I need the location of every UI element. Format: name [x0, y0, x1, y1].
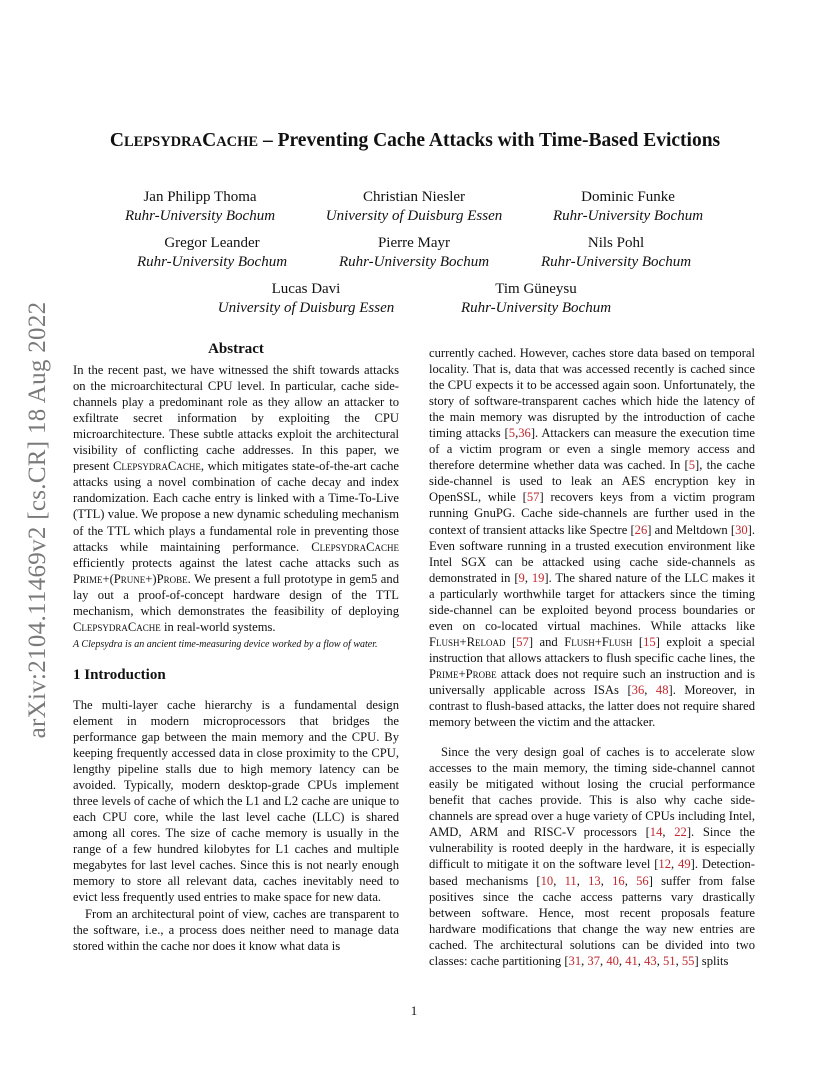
page-number: 1 — [410, 1003, 418, 1018]
arxiv-sidebar — [20, 280, 56, 760]
author-block — [294, 188, 534, 226]
abstract-heading: Abstract — [208, 341, 264, 357]
author-affiliation: University of Duisburg Essen — [325, 208, 503, 224]
title-ache: ACHE — [216, 134, 259, 150]
author-name: Pierre Mayr — [377, 235, 451, 251]
right-column — [429, 345, 755, 969]
author-affiliation: Ruhr-University Bochum — [540, 254, 692, 270]
citation-link[interactable]: 26 — [634, 522, 648, 537]
citation-link[interactable]: 49 — [678, 857, 691, 872]
author-affiliation: University of Duisburg Essen — [217, 300, 395, 316]
author-affiliation: Ruhr-University Bochum — [136, 254, 288, 270]
title-c: C — [109, 130, 124, 151]
citation-link[interactable]: 37 — [587, 953, 601, 968]
citation-link[interactable]: 22 — [674, 825, 687, 840]
left-column — [73, 341, 399, 954]
author-name: Lucas Davi — [271, 281, 341, 297]
citation-link[interactable]: 11 — [564, 873, 577, 888]
author-affiliation: Ruhr-University Bochum — [460, 300, 612, 316]
author-affiliation: Ruhr-University Bochum — [552, 208, 704, 224]
citation-link[interactable]: 41 — [625, 953, 638, 968]
intro-paragraph: The multi-layer cache hierarchy is a fundamental design element in modern microprocessors that bridges the performance gap between the main memory and the CPU. By keeping frequently accessed data in close proximity to the CPU, lengthy pipeline stalls due to high memory latency can be avoided. Typically, modern desktop-grade CPUs implement three levels of cache of which the L1 and L2 cache are unique to each CPU core, while the last level cache (LLC) is shared among all cores. The size of cache memory is usually in the range of a few hundred kilobytes for L1 caches and multiple megabytes for last level caches. Since this is not nearly enough memory to store all relevant data, caches inevitably need to evict less frequently used entries to make space for new data. — [73, 697, 399, 905]
intro-paragraph: From an architectural point of view, caches are transparent to the software, i.e., a process does neither need to manage data stored within the cache nor does it know what data is — [73, 906, 399, 953]
author-name: Jan Philipp Thoma — [143, 189, 257, 205]
citation-link[interactable]: 55 — [681, 953, 695, 968]
abstract-text: In the recent past, we have witnessed the shift towards attacks on the microarchitectural CPU level. In particular, cache side-channels play a predominant role as they allow an attacker to exfiltrate secret information by exploiting the CPU microarchitecture. These subtle attacks exploit the architectural visibility of conflicting cache addresses. In this paper, we present ClepsydraCache, which mitigates state-of-the-art cache attacks using a novel combination of cache decay and index randomization. Each cache entry is linked with a Time-To-Live (TTL) value. We propose a new dynamic scheduling mechanism of the TTL which plays a fundamental role in preventing those attacks while maintaining performance. ClepsydraCache efficiently protects against the latest cache attacks such as Prime+(Prune+)Probe. We present a full prototype in gem5 and lay out a proof-of-concept hardware design of the TTL mechanism, which demonstrates the feasibility of deploying ClepsydraCache in real-world systems. — [73, 363, 399, 634]
citation-link[interactable]: 9 — [518, 570, 525, 585]
author-name: Nils Pohl — [587, 235, 645, 251]
citation-link[interactable]: 15 — [643, 634, 656, 649]
citation-link[interactable]: 51 — [662, 953, 676, 968]
arxiv-identifier: arXiv:2104.11469v2 [cs.CR] 18 Aug 2022 — [24, 301, 51, 739]
citation-link[interactable]: 36 — [518, 426, 531, 441]
author-name: Christian Niesler — [362, 189, 466, 205]
citation-link[interactable]: 19 — [531, 570, 545, 585]
body-paragraph: currently cached. However, caches store data based on temporal locality. That is, data that was accessed recently is cached since the CPU expects it to be accessed again soon. Unfortunately, the story of software-transparent caches which hide the latency of the main memory was disrupted by the introduction of cache timing attacks [5,36]. Attackers can measure the execution time of a victim program or even a single memory access and therefore determine whether data was cached. In [5], the cache side-channel is used to leak an AES encryption key in OpenSSL, while [57] recovers keys from a victim program running GnuPG. Cache side-channels are further used in the context of transient attacks like Spectre [26] and Meltdown [30]. Even software running in a trusted execution environment like Intel SGX can be attacked using cache side-channels as demonstrated in [9, 19]. The shared nature of the LLC makes it a particularly worthwhile target for attackers since the timing side-channel can be exploited beyond process boundaries or even on co-located virtual machines. While attacks like Flush+Reload [57] and Flush+Flush [15] exploit a special instruction that allows attackers to flush specific cache lines, the Prime+Probe attack does not require such an instruction and is universally applicable across ISAs [36, 48]. Moreover, in contrast to flush-based attacks, the latter does not require shared memory between the victim and the attacker. — [429, 346, 756, 730]
body-paragraph: Since the very design goal of caches is to accelerate slow accesses to the main memory, the timing side-channel cannot easily be mitigated without losing the crucial performance benefit that caches provide. This is also why cache side-channels are spread over a huge variety of CPUs including Intel, AMD, ARM and RISC-V processors [14, 22]. Since the vulnerability is rooted deeply in the hardware, it is especially difficult to mitigate it on the software level [12, 49]. Detection-based mechanisms [10, 11, 13, 16, 56] suffer from false positives since the cache access patterns vary drastically between software. Hence, most recent proposals feature hardware modifications that change the way new entries are cached. The architectural solutions can be divided into two classes: cache partitioning [31, 37, 40, 41, 43, 51, 55] splits — [429, 745, 756, 968]
citation-link[interactable]: 5 — [688, 458, 696, 473]
citation-link[interactable]: 56 — [636, 873, 649, 888]
citation-link[interactable]: 13 — [588, 873, 601, 888]
citation-link[interactable]: 43 — [644, 953, 657, 968]
title-rest: – Preventing Cache Attacks with Time-Based Evictions — [258, 130, 721, 151]
author-block — [508, 188, 748, 226]
author-block — [186, 280, 426, 318]
citation-link[interactable]: 57 — [516, 634, 529, 649]
citation-link[interactable]: 10 — [540, 873, 554, 888]
author-name: Tim Güneysu — [495, 281, 577, 297]
abstract-footnote: A Clepsydra is an ancient time-measuring device worked by a flow of water. — [73, 638, 378, 650]
citation-link[interactable]: 57 — [526, 490, 540, 505]
citation-link[interactable]: 5 — [508, 426, 516, 441]
author-block — [80, 188, 320, 226]
author-block — [416, 280, 656, 318]
paper-title — [60, 130, 770, 152]
author-affiliation: Ruhr-University Bochum — [338, 254, 490, 270]
section-heading-introduction: 1 Introduction — [73, 666, 166, 683]
citation-link[interactable]: 40 — [606, 953, 619, 968]
title-c2: C — [202, 130, 217, 151]
citation-link[interactable]: 30 — [735, 522, 748, 537]
citation-link[interactable]: 16 — [612, 873, 625, 888]
author-affiliation: Ruhr-University Bochum — [124, 208, 276, 224]
title-lepsydra: LEPSYDRA — [123, 134, 203, 150]
citation-link[interactable]: 12 — [658, 857, 672, 872]
author-name: Dominic Funke — [581, 189, 675, 205]
citation-link[interactable]: 36 — [631, 682, 645, 697]
citation-link[interactable]: 14 — [649, 825, 663, 840]
author-name: Gregor Leander — [164, 235, 260, 251]
citation-link[interactable]: 31 — [568, 953, 582, 968]
citation-link[interactable]: 48 — [655, 682, 669, 697]
author-block — [496, 234, 736, 272]
